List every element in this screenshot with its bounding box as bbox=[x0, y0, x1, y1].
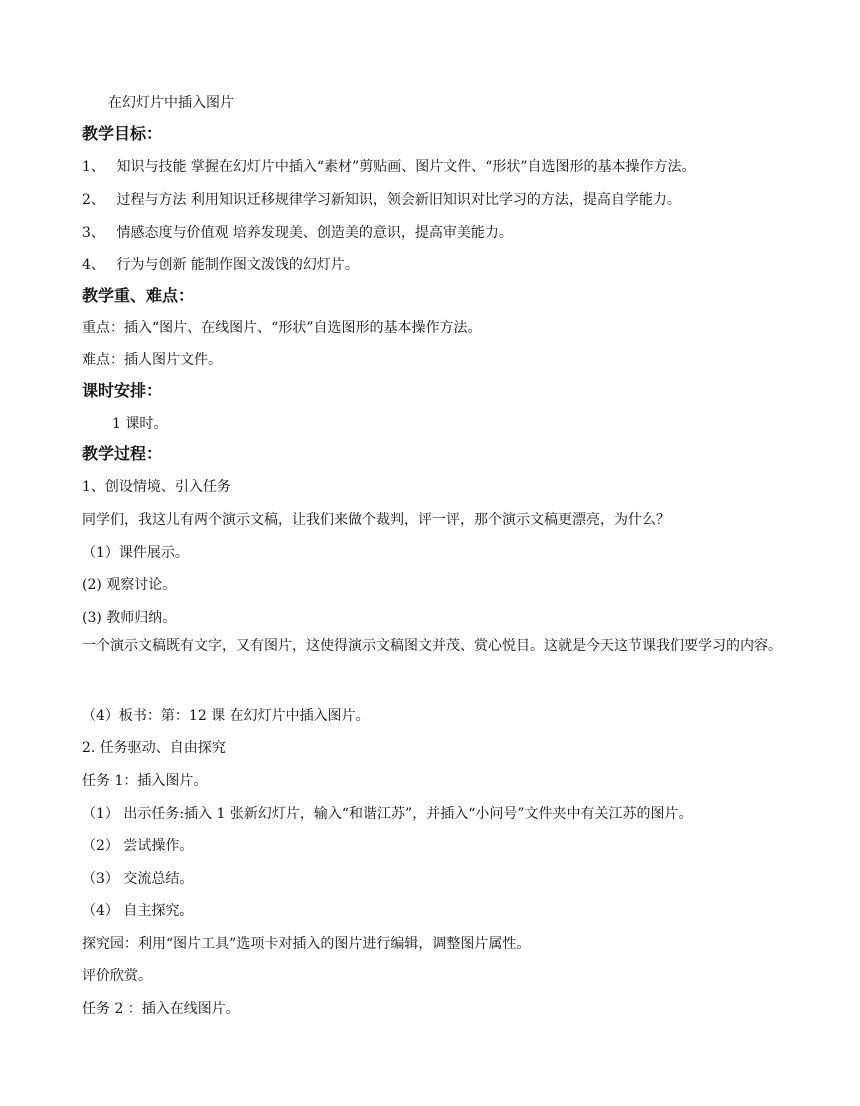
process-list-item: (3) 教师归纳。 bbox=[82, 610, 177, 626]
process-paragraph: 一个演示文稿既有文字，又有图片，这使得演示文稿图文并茂、赏心悦目。这就是今天这节课我们要学习的内容。 bbox=[82, 638, 782, 654]
key-point-important: 重点：插入“图片、在线图片、“形状”自选图形的基本操作方法。 bbox=[82, 320, 482, 336]
objective-item-1 bbox=[82, 157, 696, 177]
task-heading: 任务 1：插入图片。 bbox=[82, 773, 208, 789]
objective-item-4 bbox=[82, 255, 359, 275]
objective-item-2 bbox=[82, 190, 681, 210]
objective-item-number: 2、 bbox=[82, 192, 105, 208]
objectives-heading: 教学目标： bbox=[82, 124, 163, 143]
key-point-difficult: 难点：插人图片文件。 bbox=[82, 352, 222, 368]
schedule-text: 1 课时。 bbox=[112, 416, 168, 432]
process-step-heading: 1、创设情境、引入任务 bbox=[82, 479, 231, 495]
objective-item-3 bbox=[82, 223, 513, 243]
objective-item-number: 3、 bbox=[82, 225, 105, 241]
process-heading: 教学过程： bbox=[82, 444, 163, 463]
task-heading: 任务 2 ：插入在线图片。 bbox=[82, 1001, 240, 1017]
task-list-item: （4） 自主探究。 bbox=[82, 903, 194, 919]
objective-item-number: 1、 bbox=[82, 159, 105, 175]
task-list-item: （2） 尝试操作。 bbox=[82, 838, 194, 854]
process-list-item: （4）板书：第：12 课 在幻灯片中插入图片。 bbox=[82, 708, 370, 724]
objective-item-number: 4、 bbox=[82, 257, 105, 273]
objective-item-text: 行为与创新 能制作图文泼饯的幻灯片。 bbox=[116, 257, 359, 273]
objective-item-text: 情感态度与价值观 培养发现美、创造美的意识，提高审美能力。 bbox=[116, 225, 513, 241]
objective-item-text: 知识与技能 掌握在幻灯片中插入“素材”剪贴画、图片文件、“形状”自选图形的基本操作方法。 bbox=[116, 159, 696, 175]
process-list-item: (2) 观察讨论。 bbox=[82, 577, 177, 593]
document-title: 在幻灯片中插入图片 bbox=[108, 95, 234, 111]
process-step-heading: 2. 任务驱动、自由探究 bbox=[82, 740, 226, 756]
objective-item-text: 过程与方法 利用知识迁移规律学习新知识，领会新旧知识对比学习的方法，提高自学能力。 bbox=[116, 192, 681, 208]
task-list-item: （3） 交流总结。 bbox=[82, 871, 194, 887]
evaluation-line: 评价欣赏。 bbox=[82, 968, 152, 984]
process-list-item: （1）课件展示。 bbox=[82, 545, 189, 561]
schedule-heading: 课时安排： bbox=[82, 381, 163, 400]
key-points-heading: 教学重、难点： bbox=[82, 286, 195, 305]
explore-paragraph: 探究园：利用“图片工具”选项卡对插入的图片进行编辑，调整图片属性。 bbox=[82, 936, 531, 952]
task-list-item: （1） 出示任务:插入 1 张新幻灯片，输入“和谐江苏”，并插入“小问号”文件夹中有关江苏的图片。 bbox=[82, 806, 693, 822]
process-paragraph: 同学们，我这儿有两个演示文稿，让我们来做个裁判，评一评，那个演示文稿更漂亮，为什么？ bbox=[82, 512, 670, 528]
